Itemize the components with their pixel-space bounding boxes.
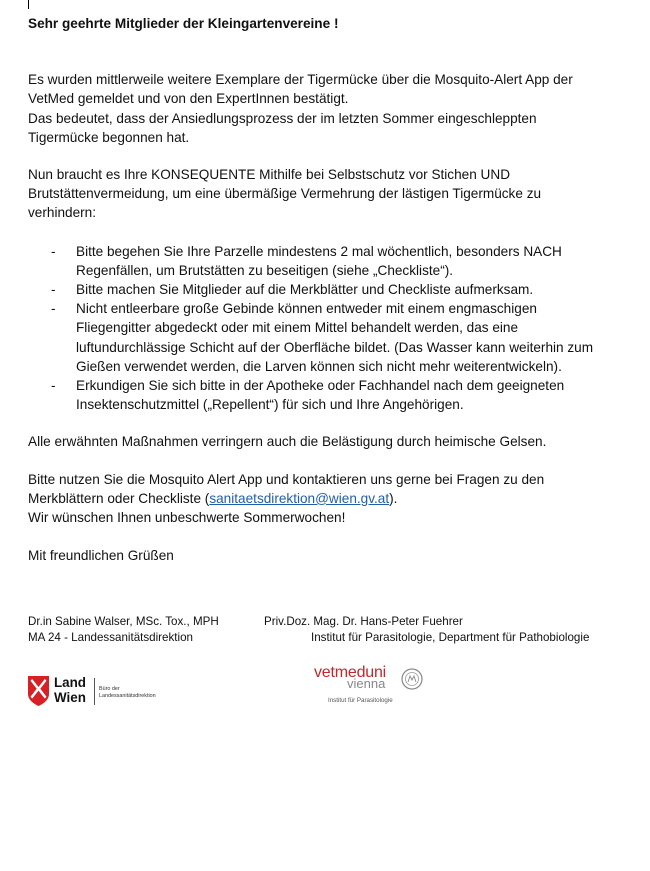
list-item-line: Nicht entleerbare große Gebinde können entweder mit einem engmaschigen — [76, 301, 537, 317]
list-item — [28, 280, 634, 299]
wien-wordmark — [54, 675, 86, 705]
letter-body — [28, 14, 634, 565]
paragraph-4-line: Bitte nutzen Sie die Mosquito Alert App und kontaktieren uns gerne bei Fragen zu den — [28, 471, 545, 487]
wien-subtitle-line: Büro der — [99, 686, 120, 692]
right-signatory-org: Institut für Parasitologie, Department für Pathobiologie — [311, 630, 590, 644]
paragraph-1-line: VetMed gemeldet und von den ExpertInnen bestätigt. — [28, 91, 349, 107]
wien-wordmark-line: Wien — [54, 690, 86, 705]
signature-names — [28, 614, 638, 630]
list-item-line: Fliegengitter abgedeckt oder mit einem Mittel behandelt werden, das eine — [76, 320, 519, 336]
list-marker: - — [51, 282, 56, 298]
left-signatory-org: MA 24 - Landessanitätsdirektion — [28, 630, 193, 644]
wien-subtitle — [99, 686, 156, 700]
list-item-line: Bitte begehen Sie Ihre Parzelle mindestens 2 mal wöchentlich, besonders NACH — [76, 243, 562, 259]
paragraph-1-line: Es wurden mittlerweile weitere Exemplare der Tigermücke über die Mosquito-Alert App der — [28, 72, 573, 88]
list-item-line: Erkundigen Sie sich bitte in der Apotheke oder Fachhandel nach dem geeigneten — [76, 378, 565, 394]
paragraph-2-line: verhindern: — [28, 205, 97, 221]
university-seal-icon — [401, 668, 423, 690]
paragraph-1-line: Tigermücke begonnen hat. — [28, 129, 190, 145]
list-item — [28, 376, 634, 414]
text-cursor — [28, 0, 29, 9]
signature-orgs — [28, 630, 638, 646]
paragraph-4 — [28, 470, 634, 528]
list-item — [28, 242, 634, 280]
list-item-line: luftundurchlässige Schicht auf der Oberfläche bildet. (Das Wasser kann weiterhin zum — [76, 339, 594, 355]
land-wien-logo — [28, 676, 198, 708]
wien-shield-icon — [28, 676, 49, 706]
email-link[interactable]: sanitaetsdirektion@wien.gv.at — [209, 490, 390, 506]
paragraph-2-line: Brutstättenvermeidung, um eine übermäßige Vermehrung der lästigen Tigermücke zu — [28, 186, 542, 202]
paragraph-3: Alle erwähnten Maßnahmen verringern auch die Belästigung durch heimische Gelsen. — [28, 434, 547, 450]
action-list — [28, 242, 634, 415]
list-marker: - — [51, 378, 56, 394]
wien-wordmark-line: Land — [54, 675, 86, 690]
list-item — [28, 299, 634, 376]
greeting: Sehr geehrte Mitglieder der Kleingartenvereine ! — [28, 16, 339, 31]
left-signatory-name: Dr.in Sabine Walser, MSc. Tox., MPH — [28, 615, 219, 628]
list-marker: - — [51, 301, 56, 317]
vetmed-vienna: vienna — [347, 676, 386, 691]
paragraph-4-text: ). — [389, 490, 398, 506]
paragraph-4-line: Wir wünschen Ihnen unbeschwerte Sommerwochen! — [28, 510, 346, 526]
vetmed-wordmark-uni: uni — [365, 664, 387, 681]
signature-block — [28, 614, 638, 645]
list-item-line: Bitte machen Sie Mitglieder auf die Merkblätter und Checkliste aufmerksam. — [76, 282, 534, 298]
vetmed-subtitle: Institut für Parasitologie — [328, 697, 393, 704]
paragraph-2-line: Nun braucht es Ihre KONSEQUENTE Mithilfe bei Selbstschutz vor Stichen UND — [28, 167, 511, 183]
paragraph-2 — [28, 165, 634, 223]
vetmed-logo — [314, 664, 454, 708]
closing: Mit freundlichen Grüßen — [28, 548, 174, 564]
paragraph-1 — [28, 70, 634, 147]
vetmed-wordmark-main: vetmed — [314, 664, 366, 681]
logo-divider — [94, 678, 95, 705]
list-item-line: Gießen verwendet werden, die Larven können sich nicht mehr weiterentwickeln). — [76, 358, 562, 374]
paragraph-1-line: Das bedeutet, dass der Ansiedlungsprozess der im letzten Sommer eingeschleppten — [28, 110, 537, 126]
list-item-line: Insektenschutzmittel („Repellent“) für sich und Ihre Angehörigen. — [76, 397, 464, 413]
list-item-line: Regenfällen, um Brutstätten zu beseitigen (siehe „Checkliste“). — [76, 262, 454, 278]
list-marker: - — [51, 243, 56, 259]
right-signatory-name: Priv.Doz. Mag. Dr. Hans-Peter Fuehrer — [264, 615, 463, 628]
wien-subtitle-line: Landessanitätsdirektion — [99, 693, 156, 699]
paragraph-4-text: Merkblättern oder Checkliste ( — [28, 490, 210, 506]
